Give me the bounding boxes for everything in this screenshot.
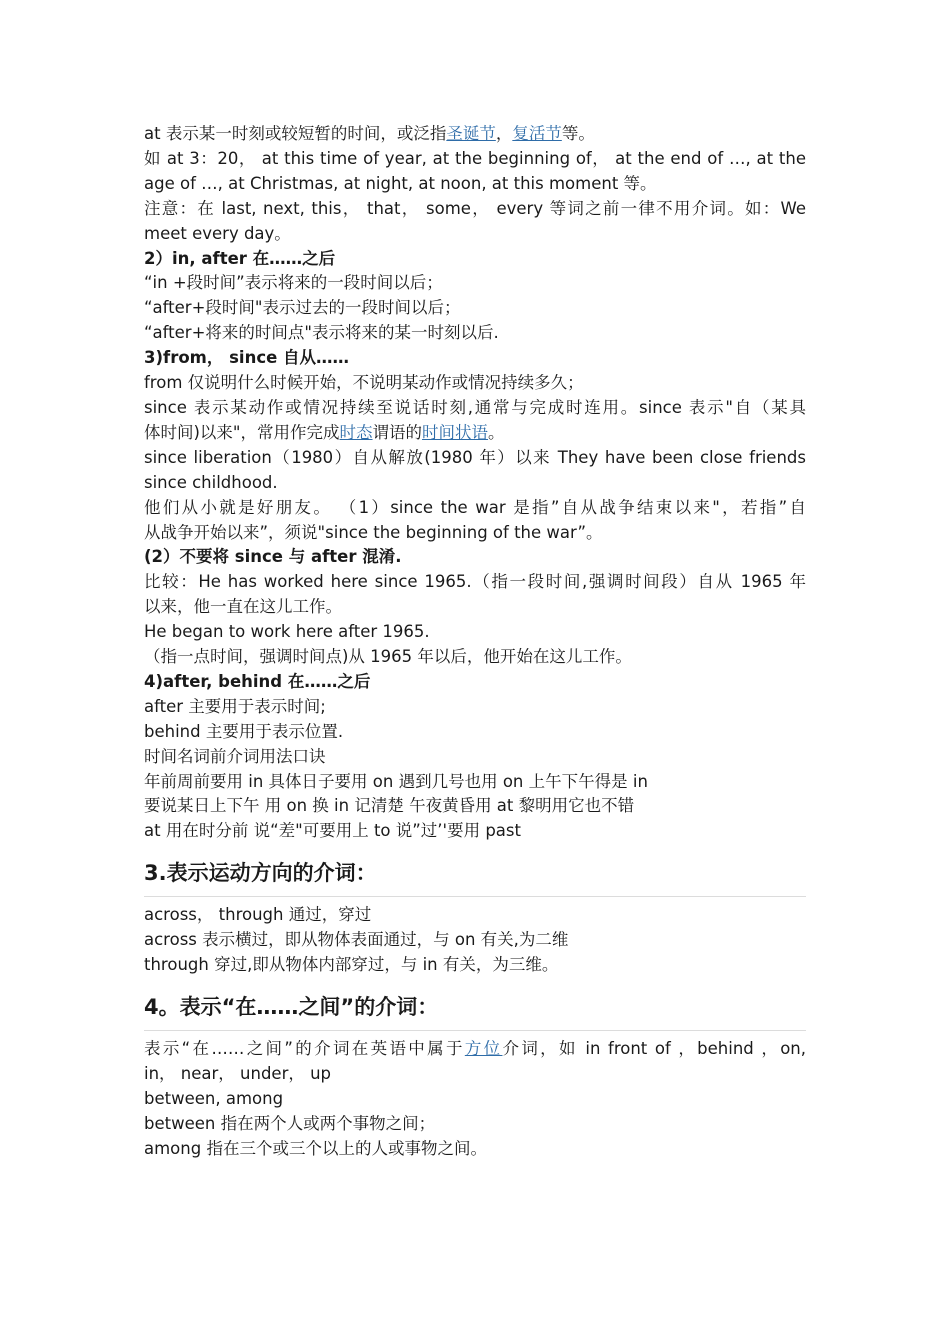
text: 谓语的 (372, 422, 423, 442)
subheading: 3)from， since 自从…… (144, 348, 350, 368)
divider (144, 896, 806, 897)
paragraph-line (144, 421, 806, 446)
link-tense[interactable]: 时态 (339, 422, 373, 442)
paragraph-line: 要说某日上下午 用 on 换 in 记清楚 午夜黄昏用 at 黎明用它也不错 (144, 796, 635, 816)
paragraph-line: 以来，他一直在这儿工作。 (144, 597, 342, 617)
paragraph-line: among 指在三个或三个以上的人或事物之间。 (144, 1138, 487, 1158)
divider (144, 1030, 806, 1031)
paragraph-line: age of …, at Christmas, at night, at noon, at this moment 等。 (144, 173, 657, 193)
text: 介词，如 in front of ，behind ，on, (502, 1039, 806, 1058)
subheading: (2）不要将 since 与 after 混淆. (144, 547, 402, 567)
link-easter[interactable]: 复活节 (512, 124, 562, 143)
paragraph-line: （指一点时间，强调时间点)从 1965 年以后，他开始在这儿工作。 (144, 647, 632, 667)
paragraph-line: 比较：He has worked here since 1965.（指一段时间,强调时间段）自从 1965 年 (144, 572, 806, 592)
text: 体时间)以来"，常用作完成 (144, 422, 340, 442)
paragraph-line: “in +段时间”表示将来的一段时间以后； (144, 273, 443, 293)
paragraph-line: from 仅说明什么时候开始，不说明某动作或情况持续多久； (144, 373, 584, 393)
paragraph-line: in， near， under， up (144, 1063, 332, 1083)
text: at 表示某一时刻或较短暂的时间，或泛指 (144, 124, 447, 143)
text: ， (495, 124, 513, 143)
subheading: 2）in, after 在……之后 (144, 248, 336, 268)
paragraph-line: since childhood. (144, 472, 278, 492)
link-direction[interactable]: 方位 (464, 1039, 503, 1058)
paragraph-line: across 表示横过，即从物体表面通过，与 on 有关,为二维 (144, 930, 569, 950)
paragraph-line: “after+将来的时间点"表示将来的某一时刻以后. (144, 323, 499, 343)
paragraph-line: 年前周前要用 in 具体日子要用 on 遇到几号也用 on 上午下午得是 in (144, 771, 648, 791)
paragraph-line: 如 at 3：20， at this time of year, at the beginning of， at the end of …, at the (144, 148, 806, 168)
paragraph-line: 注意：在 last, next, this， that， some， every 等词之前一律不用介词。如：We (144, 198, 806, 218)
paragraph-line: “after+段时间"表示过去的一段时间以后； (144, 298, 461, 318)
paragraph-line: between, among (144, 1088, 284, 1108)
subheading: 4)after, behind 在……之后 (144, 671, 371, 691)
paragraph-line: across， through 通过，穿过 (144, 905, 372, 925)
paragraph-line: since 表示某动作或情况持续至说话时刻,通常与完成时连用。since 表示"自（某具 (144, 397, 806, 417)
paragraph-line: through 穿过,即从物体内部穿过，与 in 有关，为三维。 (144, 955, 559, 975)
paragraph-line: at 用在时分前 说“差"可要用上 to 说”过’'要用 past (144, 821, 521, 841)
paragraph-line: 时间名词前介词用法口诀 (144, 746, 326, 766)
paragraph-line (144, 1037, 806, 1062)
section-heading-4: 4。表示“在……之间”的介词： (144, 995, 439, 1019)
link-time-adverbial[interactable]: 时间状语 (422, 422, 489, 442)
paragraph-line: He began to work here after 1965. (144, 622, 430, 642)
section-heading-3: 3.表示运动方向的介词： (144, 861, 377, 886)
text: 。 (488, 422, 505, 442)
document-body (144, 122, 806, 1162)
text: 表示“在……之间”的介词在英语中属于 (144, 1039, 465, 1058)
paragraph-line: meet every day。 (144, 223, 291, 243)
paragraph-line: after 主要用于表示时间; (144, 696, 326, 716)
paragraph-line (144, 122, 806, 147)
paragraph-line: behind 主要用于表示位置. (144, 721, 344, 741)
paragraph-line: 他们从小就是好朋友。 （1）since the war 是指”自从战争结束以来"，若指”自 (144, 497, 806, 517)
paragraph-line: between 指在两个人或两个事物之间； (144, 1113, 436, 1133)
link-christmas[interactable]: 圣诞节 (446, 124, 496, 143)
paragraph-line: 从战争开始以来”，须说"since the beginning of the war”。 (144, 522, 603, 542)
paragraph-line: since liberation（1980）自从解放(1980 年）以来 They have been close friends (144, 447, 806, 467)
text: 等。 (561, 124, 595, 143)
